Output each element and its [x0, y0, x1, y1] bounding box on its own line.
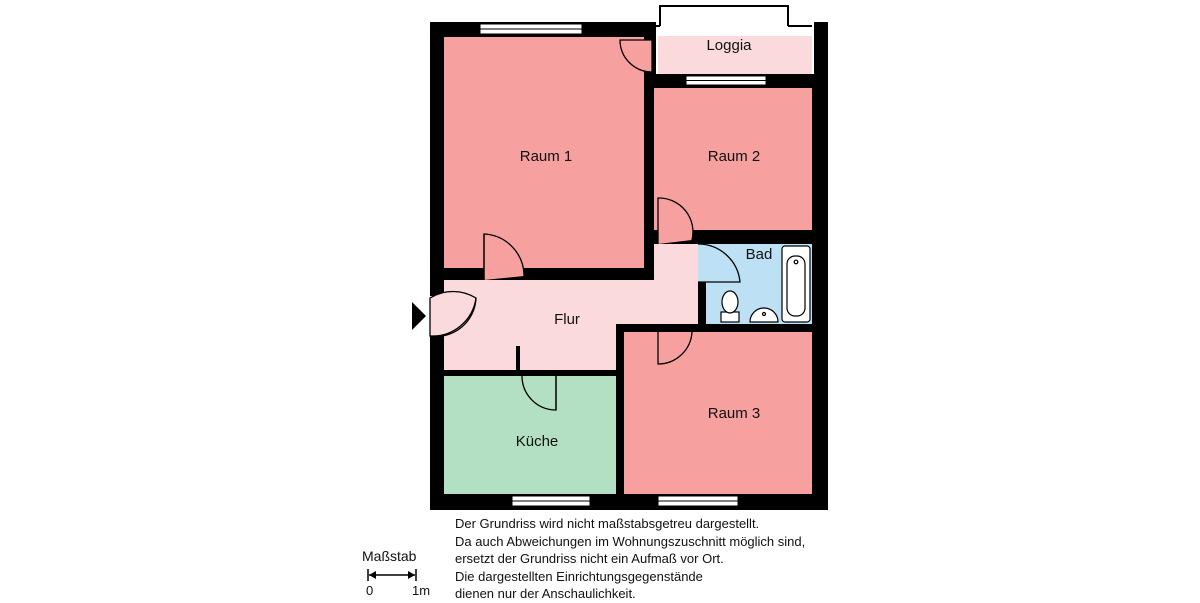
label-raum-1: Raum 1: [519, 148, 573, 165]
label-loggia: Loggia: [706, 37, 752, 54]
scale-bar: [368, 569, 416, 581]
disclaimer-note: [455, 515, 805, 603]
note-line: ersetzt der Grundriss nicht ein Aufmaß vor Ort.: [455, 551, 724, 566]
label-flur: Flur: [554, 311, 580, 328]
toilet-icon: [721, 291, 739, 322]
label-raum-2: Raum 2: [707, 148, 761, 165]
note-line: Die dargestellten Einrichtungsgegenstände: [455, 568, 703, 584]
label-kueche: Küche: [515, 433, 559, 450]
scale-start-label: 0: [366, 583, 374, 598]
entrance-arrow-icon: [412, 302, 426, 330]
bathtub-icon: [782, 246, 810, 322]
label-bad: Bad: [745, 246, 773, 263]
note-line: dienen nur der Anschaulichkeit.: [455, 586, 636, 601]
scale-title: Maßstab: [362, 548, 417, 564]
note-line: Der Grundriss wird nicht maßstabsgetreu dargestellt.: [455, 516, 760, 531]
note-line: Da auch Abweichungen im Wohnungszuschnitt möglich sind,: [455, 533, 806, 549]
label-raum-3: Raum 3: [707, 405, 761, 422]
scale-end-label: 1m: [412, 583, 431, 598]
